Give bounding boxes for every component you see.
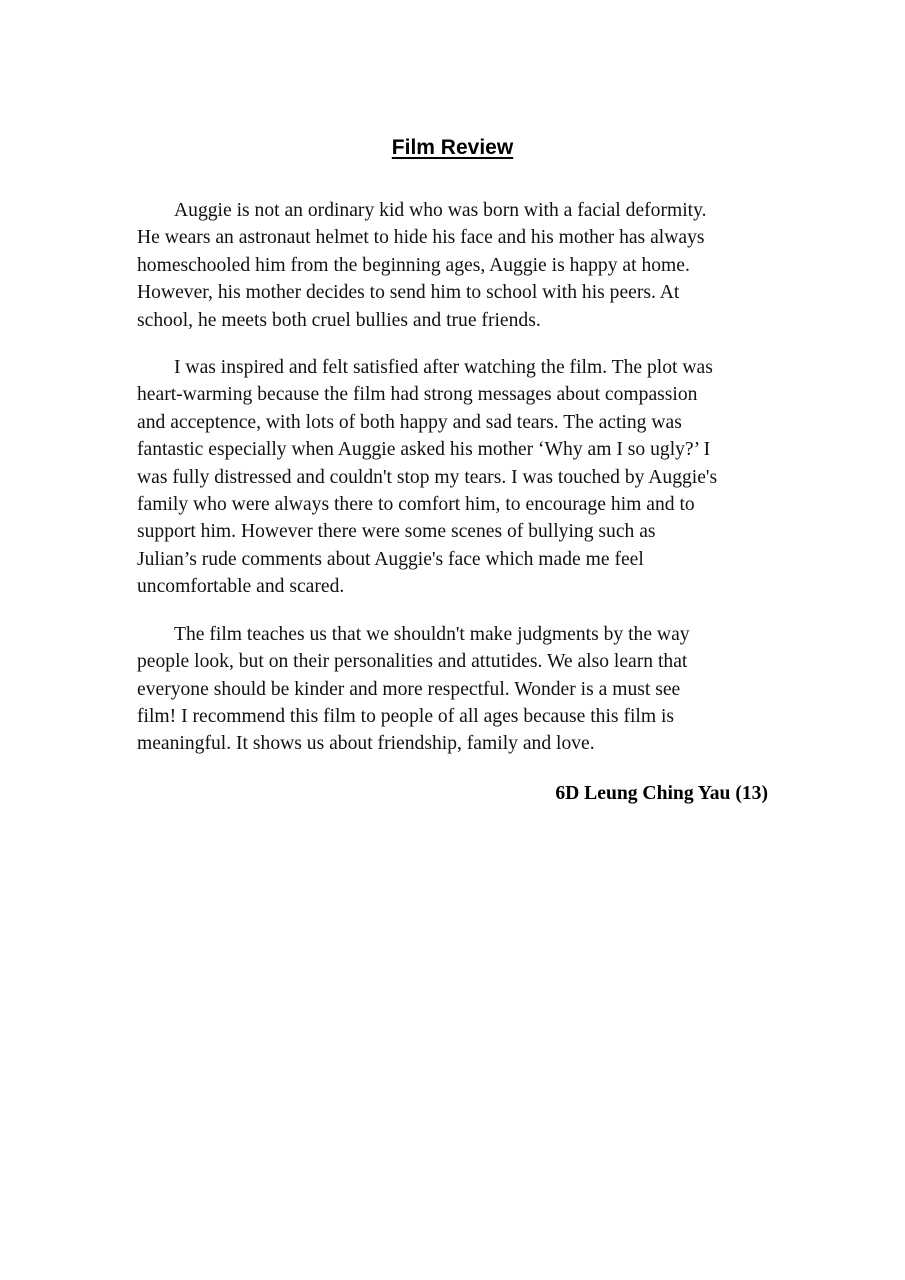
- title-text: Film Review: [391, 136, 514, 159]
- paragraph-line: I was inspired and felt satisfied after watching the film. The plot was: [174, 357, 713, 379]
- paragraph-line: people look, but on their personalities and attutides. We also learn that: [137, 651, 688, 673]
- paragraph-line: film! I recommend this film to people of all ages because this film is: [137, 705, 675, 727]
- page-title: [0, 134, 905, 162]
- review-body: [137, 197, 777, 778]
- paragraph-line: school, he meets both cruel bullies and true friends.: [137, 309, 541, 331]
- paragraph-line: The film teaches us that we shouldn't make judgments by the way: [174, 623, 690, 645]
- paragraph-line: Julian’s rude comments about Auggie's face which made me feel: [137, 548, 644, 570]
- paragraph-1: [137, 197, 777, 334]
- paragraph-line: was fully distressed and couldn't stop my tears. I was touched by Auggie's: [137, 466, 718, 488]
- paragraph-line: Auggie is not an ordinary kid who was born with a facial deformity.: [174, 200, 707, 221]
- paragraph-line: everyone should be kinder and more respectful. Wonder is a must see: [137, 678, 681, 700]
- paragraph-line: meaningful. It shows us about friendship, family and love.: [137, 733, 595, 755]
- paragraph-3: [137, 621, 777, 758]
- paragraph-line: fantastic especially when Auggie asked his mother ‘Why am I so ugly?’ I: [137, 439, 711, 461]
- paragraph-line: uncomfortable and scared.: [137, 576, 345, 598]
- paragraph-2: [137, 354, 777, 601]
- paragraph-line: He wears an astronaut helmet to hide his face and his mother has always: [137, 227, 705, 249]
- author-signature: 6D Leung Ching Yau (13): [555, 783, 768, 804]
- paragraph-line: homeschooled him from the beginning ages, Auggie is happy at home.: [137, 254, 690, 276]
- paragraph-line: family who were always there to comfort him, to encourage him and to: [137, 494, 695, 516]
- paragraph-line: heart-warming because the film had strong messages about compassion: [137, 384, 698, 406]
- paragraph-line: support him. However there were some scenes of bullying such as: [137, 521, 656, 543]
- paragraph-line: and acceptence, with lots of both happy and sad tears. The acting was: [137, 411, 682, 433]
- paragraph-line: However, his mother decides to send him to school with his peers. At: [137, 282, 680, 304]
